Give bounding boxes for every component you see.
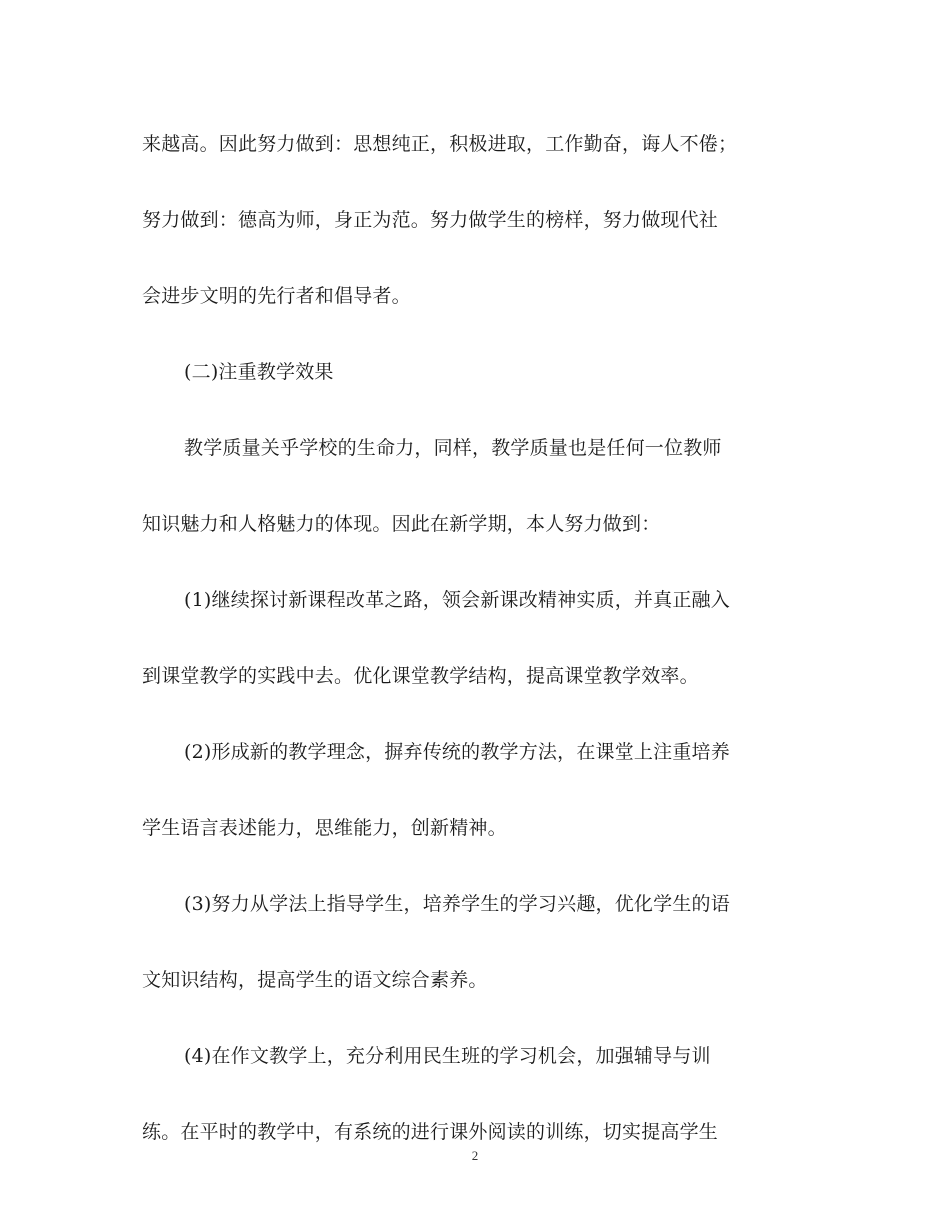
text-line: 知识魅力和人格魅力的体现。因此在新学期，本人努力做到： [142,513,661,535]
page-number: 2 [471,1148,479,1163]
text-line: 会进步文明的先行者和倡导者。 [142,285,411,307]
text-line: 教学质量关乎学校的生命力，同样，教学质量也是任何一位教师 [184,437,722,459]
text-line: 到课堂教学的实践中去。优化课堂教学结构，提高课堂教学效率。 [142,665,699,687]
list-item-3: (3)努力从学法上指导学生，培养学生的学习兴趣，优化学生的语 [184,893,730,915]
body-text [142,120,810,1184]
text-line: 努力做到：德高为师，身正为范。努力做学生的榜样，努力做现代社 [142,209,719,231]
section-heading: (二)注重教学效果 [184,361,334,383]
text-line: 来越高。因此努力做到：思想纯正，积极进取，工作勤奋，诲人不倦； [142,133,738,155]
text-line: 练。在平时的教学中，有系统的进行课外阅读的训练，切实提高学生 [142,1121,719,1143]
text-line: 学生语言表述能力，思维能力，创新精神。 [142,817,507,839]
list-item-4: (4)在作文教学上，充分利用民生班的学习机会，加强辅导与训 [184,1045,711,1067]
list-item-2: (2)形成新的教学理念，摒弃传统的教学方法，在课堂上注重培养 [184,741,730,763]
text-line: 文知识结构，提高学生的语文综合素养。 [142,969,488,991]
list-item-1: (1)继续探讨新课程改革之路，领会新课改精神实质，并真正融入 [184,589,730,611]
